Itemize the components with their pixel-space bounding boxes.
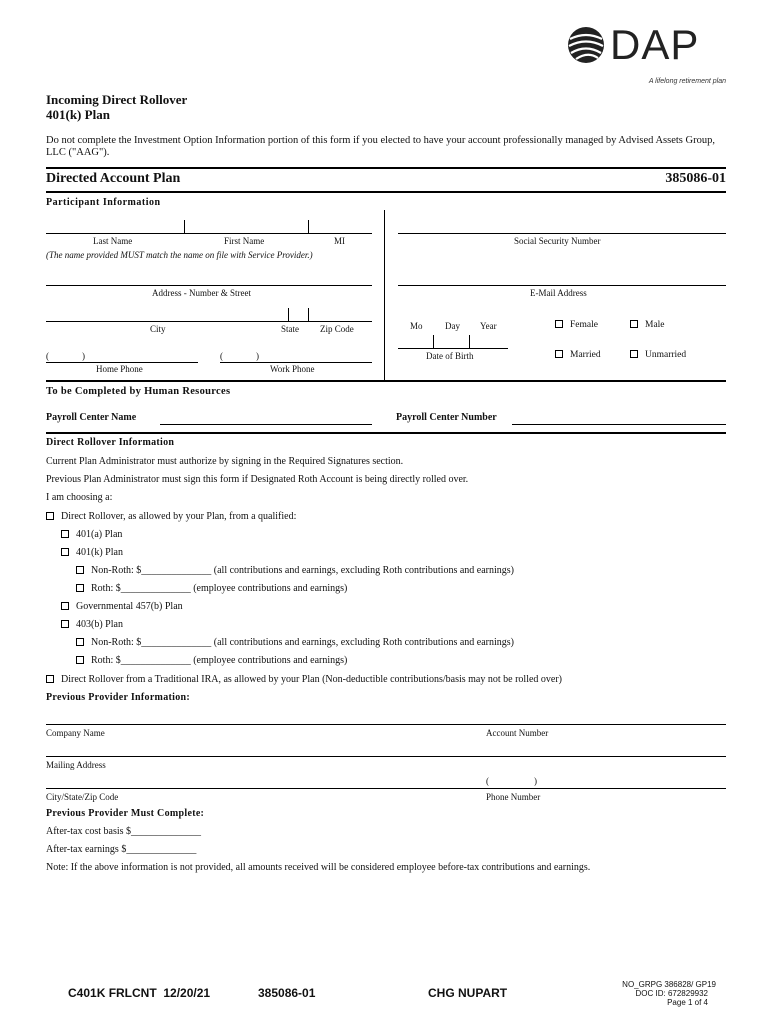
section-divider — [384, 210, 385, 380]
checkbox-icon — [61, 530, 69, 538]
day-label: Day — [445, 321, 460, 331]
participant-heading: Participant Information — [46, 197, 161, 208]
payroll-center-name-field[interactable] — [160, 424, 372, 425]
hr-bottom-rule — [46, 432, 726, 434]
footer-chg: CHG NUPART — [428, 986, 508, 1000]
dob-label: Date of Birth — [426, 351, 474, 361]
female-checkbox[interactable]: Female — [555, 320, 598, 330]
plan-name: Directed Account Plan — [46, 171, 181, 186]
payroll-center-number-field[interactable] — [512, 424, 726, 425]
logo-tagline: A lifelong retirement plan — [648, 78, 726, 85]
checkbox-icon — [46, 675, 54, 683]
plan-bar-top-rule — [46, 167, 726, 169]
cost-basis-field[interactable]: After-tax cost basis $______________ — [46, 826, 202, 837]
account-number-label: Account Number — [486, 728, 549, 738]
form-title-line1: Incoming Direct Rollover — [46, 92, 188, 107]
rollover-line3: I am choosing a: — [46, 492, 113, 503]
home-phone-field[interactable] — [46, 362, 198, 363]
home-phone-open-paren: ( — [46, 351, 49, 361]
home-phone-label: Home Phone — [96, 364, 143, 374]
earnings-field[interactable]: After-tax earnings $______________ — [46, 844, 197, 855]
participant-bottom-rule — [46, 380, 726, 382]
default-note: Note: If the above information is not provided, all amounts received will be considered employee before-tax contributions and earnings. — [46, 862, 591, 873]
work-phone-label: Work Phone — [270, 364, 315, 374]
footer-form-code: C401K FRLCNT 12/20/21 — [68, 986, 211, 1000]
unmarried-checkbox[interactable]: Unmarried — [630, 350, 686, 360]
form-note: Do not complete the Investment Option Information portion of this form if you elected to have your account professionally managed by Advised Assets Group, LLC ("AAG"). — [46, 135, 715, 158]
company-name-field[interactable] — [46, 724, 726, 725]
city-state-zip-field[interactable] — [46, 321, 372, 322]
checkbox-icon — [76, 638, 84, 646]
checkbox-icon — [46, 512, 54, 520]
email-label: E-Mail Address — [530, 288, 587, 298]
address-field[interactable] — [46, 285, 372, 286]
plan-number: 385086-01 — [665, 171, 726, 186]
checkbox-icon — [630, 350, 638, 358]
last-name-label: Last Name — [93, 236, 133, 246]
plan-403b-checkbox[interactable]: 403(b) Plan — [61, 619, 123, 630]
footer-plan-number: 385086-01 — [258, 986, 316, 1000]
name-note: (The name provided MUST match the name on file with Service Provider.) — [46, 250, 313, 260]
dob-field[interactable] — [398, 348, 508, 349]
ssn-label: Social Security Number — [514, 236, 601, 246]
year-label: Year — [480, 321, 497, 331]
city-label: City — [150, 324, 166, 334]
plan-401k-checkbox[interactable]: 401(k) Plan — [61, 547, 123, 558]
plan-401a-checkbox[interactable]: 401(a) Plan — [61, 529, 122, 540]
provider-heading: Previous Provider Information: — [46, 692, 190, 703]
must-complete-heading: Previous Provider Must Complete: — [46, 808, 205, 819]
plan-457b-checkbox[interactable]: Governmental 457(b) Plan — [61, 601, 183, 612]
rollover-line2: Previous Plan Administrator must sign this form if Designated Roth Account is being directly rolled over. — [46, 474, 469, 485]
phone-paren: ( ) — [486, 776, 537, 786]
city-state-zip-label: City/State/Zip Code — [46, 792, 119, 802]
checkbox-icon — [630, 320, 638, 328]
first-name-label: First Name — [224, 236, 265, 246]
checkbox-icon — [76, 566, 84, 574]
b-roth-checkbox[interactable]: Roth: $______________ (employee contributions and earnings) — [76, 655, 347, 666]
payroll-center-number-label: Payroll Center Number — [396, 412, 497, 423]
checkbox-icon — [76, 584, 84, 592]
phone-number-label: Phone Number — [486, 792, 541, 802]
direct-rollover-checkbox[interactable]: Direct Rollover, as allowed by your Plan, from a qualified: — [46, 511, 296, 522]
checkbox-icon — [555, 350, 563, 358]
mo-label: Mo — [410, 321, 423, 331]
ira-rollover-checkbox[interactable]: Direct Rollover from a Traditional IRA, as allowed by your Plan (Non-deductible contributions/basis may not be rolled over) — [46, 674, 562, 685]
zip-label: Zip Code — [320, 324, 354, 334]
checkbox-icon — [61, 548, 69, 556]
mi-label: MI — [334, 236, 345, 246]
mailing-address-label: Mailing Address — [46, 760, 106, 770]
home-phone-close-paren: ) — [82, 351, 85, 361]
b-nonroth-checkbox[interactable]: Non-Roth: $______________ (all contributions and earnings, excluding Roth contributions and earnings) — [76, 637, 514, 648]
checkbox-icon — [61, 620, 69, 628]
checkbox-icon — [61, 602, 69, 610]
address-label: Address - Number & Street — [152, 288, 251, 298]
dap-logo — [566, 22, 728, 90]
mailing-address-field[interactable] — [46, 756, 726, 757]
name-field[interactable] — [46, 233, 372, 234]
work-phone-field[interactable] — [220, 362, 372, 363]
hr-heading: To be Completed by Human Resources — [46, 386, 231, 397]
k-roth-checkbox[interactable]: Roth: $______________ (employee contributions and earnings) — [76, 583, 347, 594]
checkbox-icon — [555, 320, 563, 328]
work-phone-open-paren: ( — [220, 351, 223, 361]
footer-grpg: NO_GRPG 386828/ GP19 — [622, 980, 716, 989]
footer-page: Page 1 of 4 — [667, 998, 708, 1007]
company-name-label: Company Name — [46, 728, 105, 738]
ssn-field[interactable] — [398, 233, 726, 234]
checkbox-icon — [76, 656, 84, 664]
form-title-line2: 401(k) Plan — [46, 107, 110, 122]
k-nonroth-checkbox[interactable]: Non-Roth: $______________ (all contributions and earnings, excluding Roth contributions and earnings) — [76, 565, 514, 576]
footer-doc-id: DOC ID: 672829932 — [635, 989, 708, 998]
globe-icon — [566, 25, 606, 65]
married-checkbox[interactable]: Married — [555, 350, 601, 360]
payroll-center-name-label: Payroll Center Name — [46, 412, 137, 423]
state-label: State — [281, 324, 299, 334]
rollover-line1: Current Plan Administrator must authorize by signing in the Required Signatures section. — [46, 456, 404, 467]
work-phone-close-paren: ) — [256, 351, 259, 361]
plan-bar-bottom-rule — [46, 191, 726, 193]
rollover-heading: Direct Rollover Information — [46, 437, 175, 448]
email-field[interactable] — [398, 285, 726, 286]
male-checkbox[interactable]: Male — [630, 320, 665, 330]
logo-brand: DAP — [610, 21, 700, 68]
city-state-zip-phone-field[interactable] — [46, 788, 726, 789]
